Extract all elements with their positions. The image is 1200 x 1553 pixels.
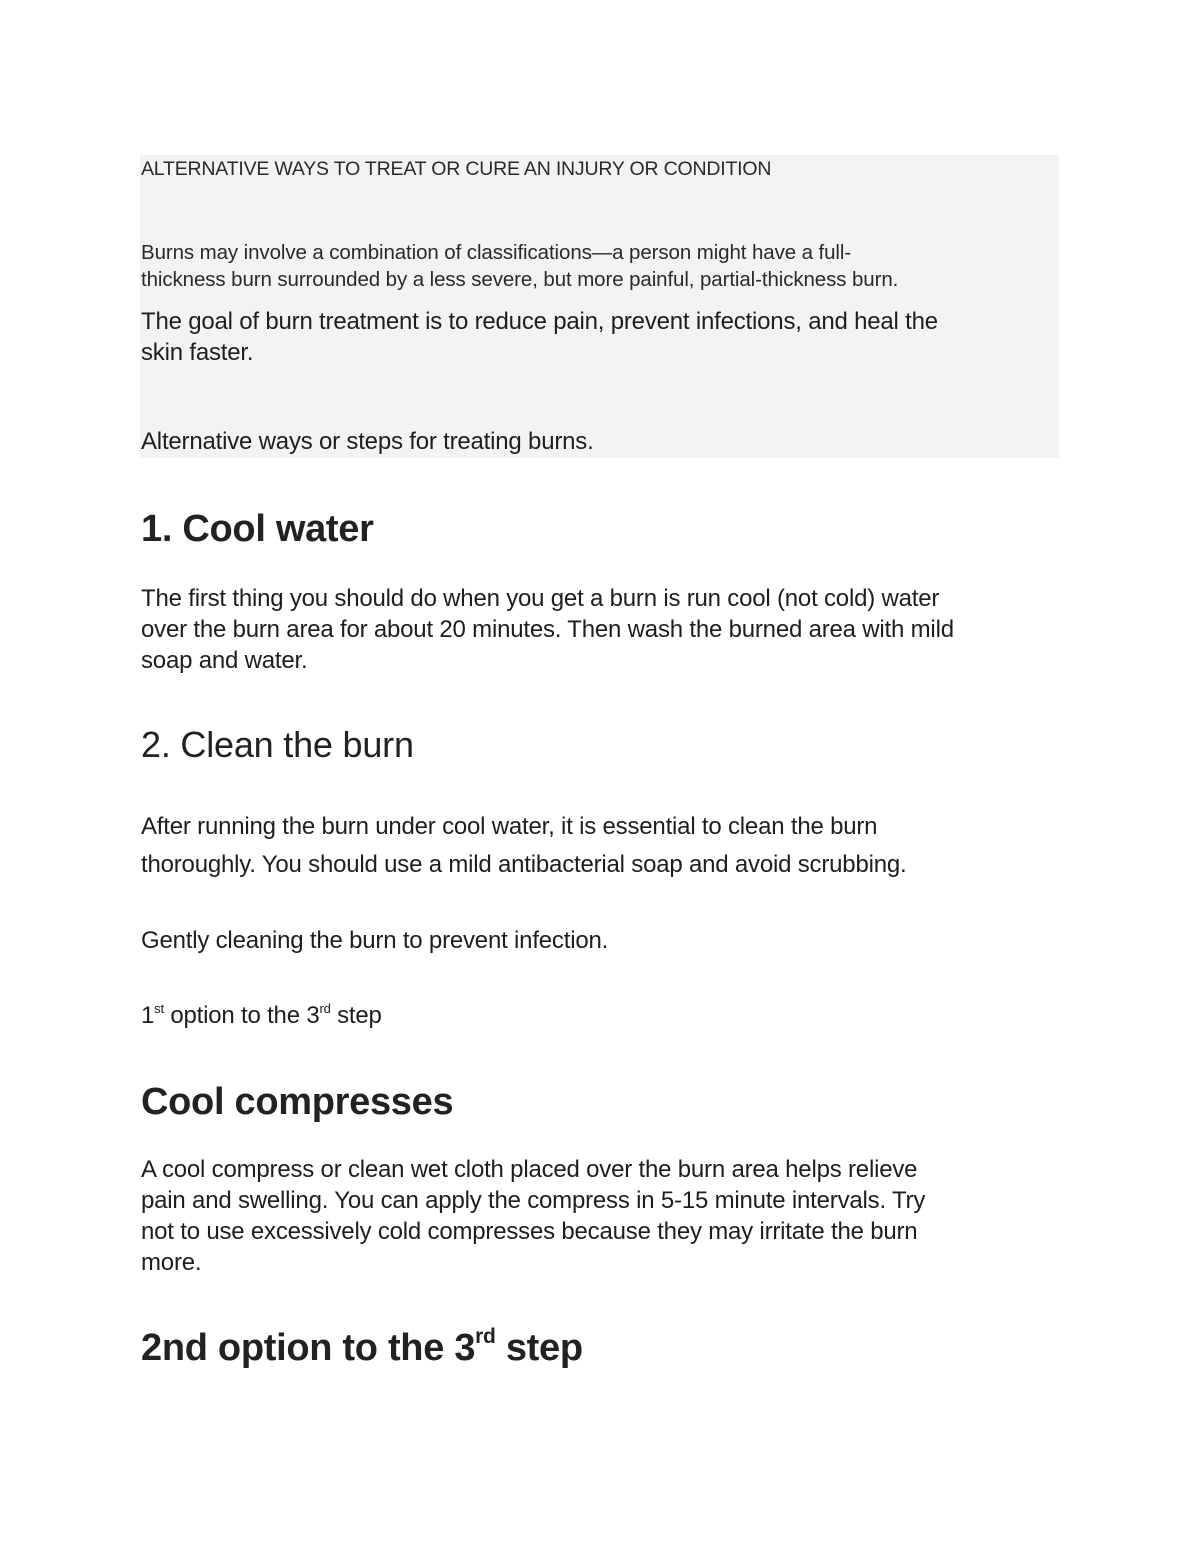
section-title-cool-compresses: Cool compresses [141,1081,454,1123]
paragraph-line: The first thing you should do when you get a burn is run cool (not cold) water [141,585,940,612]
paragraph-line: pain and swelling. You can apply the compress in 5-15 minute intervals. Try [141,1187,926,1214]
alternative-ways-text: Alternative ways or steps for treating burns. [141,428,594,455]
superscript: st [154,1001,164,1016]
option-text: option to the 3 [163,1002,320,1029]
paragraph-line: soap and water. [141,647,308,674]
paragraph-line: thoroughly. You should use a mild antibacterial soap and avoid scrubbing. [141,851,907,878]
paragraph-line: After running the burn under cool water, it is essential to clean the burn [141,813,878,840]
section-title-option-two [141,1327,583,1370]
goal-paragraph [141,306,938,368]
section-paragraph-cool-compresses [141,1154,925,1278]
superscript: rd [319,1001,331,1016]
section-title-clean-burn: 2. Clean the burn [141,724,414,765]
paragraph-line: more. [141,1249,202,1276]
section-title-cool-water: 1. Cool water [141,508,374,550]
option-number: 1 [141,1002,155,1029]
option-two-text-end: step [495,1327,583,1369]
option-two-text: 2nd option to the 3 [141,1327,476,1369]
intro-line: thickness burn surrounded by a less severe, but more painful, partial-thickness burn. [141,268,899,291]
paragraph-line: A cool compress or clean wet cloth placed over the burn area helps relieve [141,1156,918,1183]
gently-cleaning-text: Gently cleaning the burn to prevent infection. [141,927,609,954]
paragraph-line: not to use excessively cold compresses because they may irritate the burn [141,1218,918,1245]
goal-line: The goal of burn treatment is to reduce pain, prevent infections, and heal the [141,308,938,335]
section-paragraph-clean-burn [141,808,906,884]
goal-line: skin faster. [141,339,254,366]
intro-paragraph [141,239,898,293]
option-text-end: step [330,1002,382,1029]
option-one-label [141,1000,382,1031]
superscript: rd [475,1325,496,1348]
paragraph-line: over the burn area for about 20 minutes. Then wash the burned area with mild [141,616,954,643]
section-paragraph-cool-water [141,583,954,676]
main-heading: ALTERNATIVE WAYS TO TREAT OR CURE AN INJURY OR CONDITION [141,158,772,180]
intro-line: Burns may involve a combination of classifications—a person might have a full- [141,241,852,264]
